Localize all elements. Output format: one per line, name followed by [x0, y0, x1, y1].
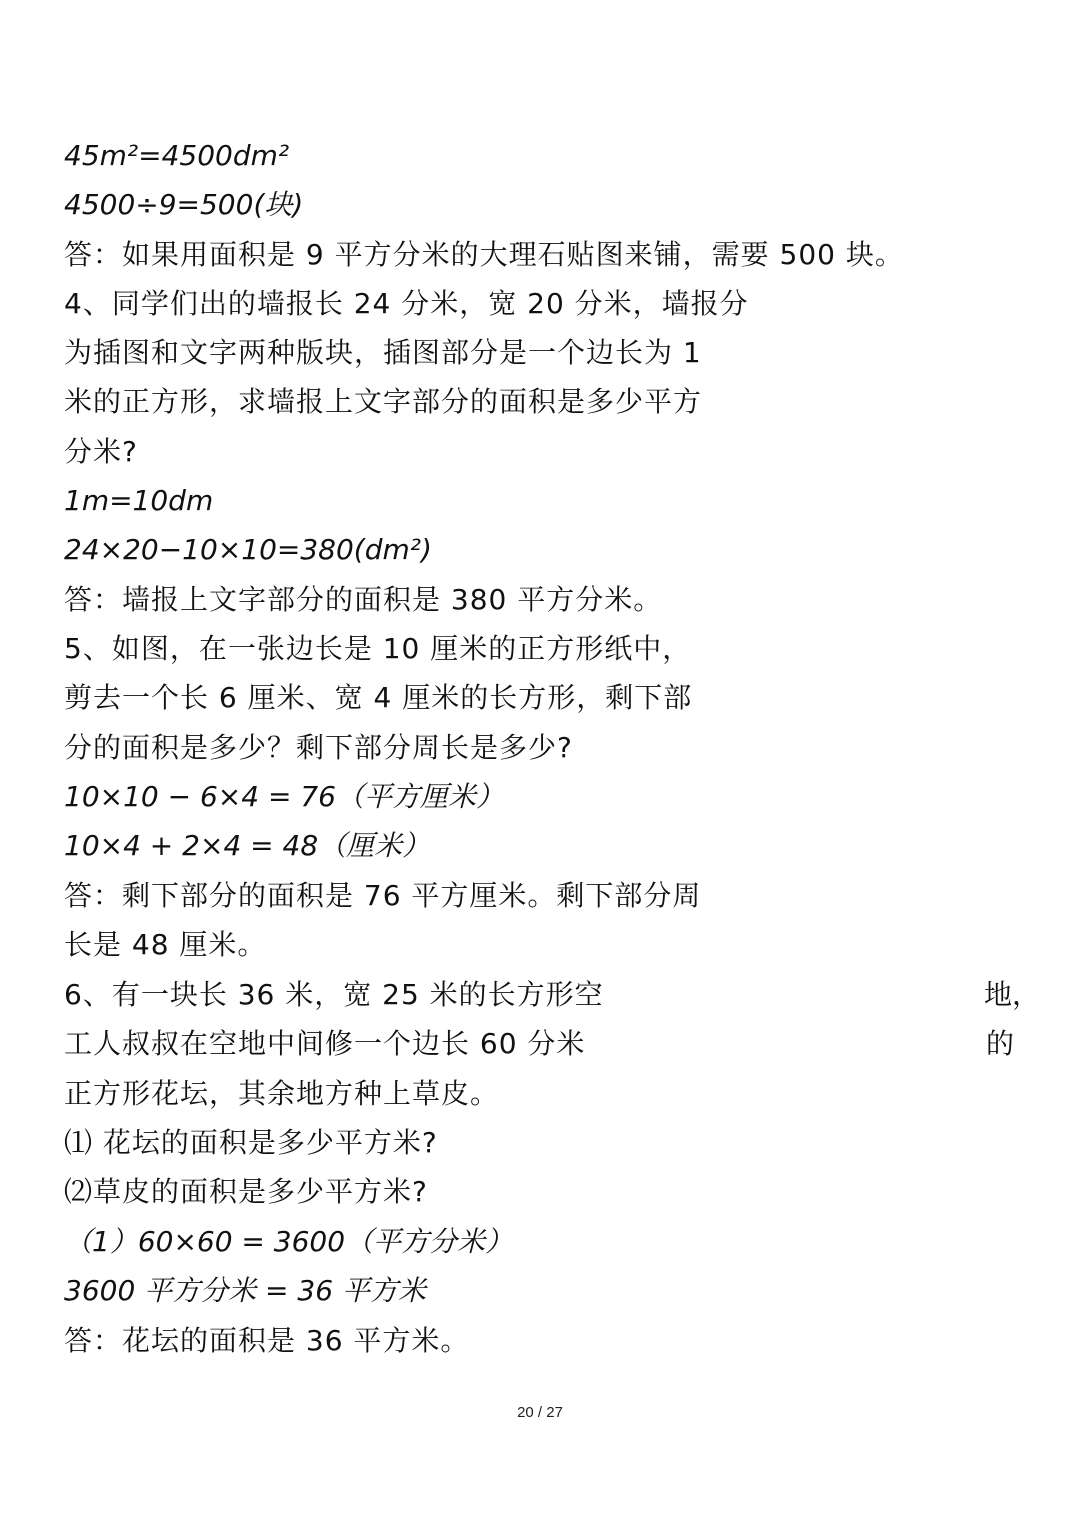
calc-line: （1）60×60 = 3600（平方分米） [64, 1225, 514, 1258]
calc-line: 4500÷9=500(块) [64, 188, 304, 221]
sub-question: ⑵草皮的面积是多少平方米? [64, 1175, 428, 1208]
answer-line: 答：花坛的面积是 36 平方米。 [64, 1324, 470, 1357]
problem-5-text: 分的面积是多少？剩下部分周长是多少? [64, 731, 573, 764]
problem-6-text-tail: 的 [986, 1027, 1015, 1060]
problem-4-text: 米的正方形，求墙报上文字部分的面积是多少平方 [64, 385, 703, 418]
problem-4-text: 分米? [64, 435, 138, 468]
calc-line: 10×4 + 2×4 = 48（厘米） [64, 829, 431, 862]
calc-line: 45m²=4500dm² [64, 139, 290, 172]
sub-question: ⑴ 花坛的面积是多少平方米? [64, 1126, 438, 1159]
answer-line: 答：剩下部分的面积是 76 平方厘米。剩下部分周 [64, 879, 702, 912]
page-number: 20 / 27 [517, 1404, 563, 1421]
problem-4-text: 为插图和文字两种版块，插图部分是一个边长为 1 [64, 336, 702, 369]
problem-6-text-tail: 地， [984, 978, 1041, 1011]
problem-5-text: 剪去一个长 6 厘米、宽 4 厘米的长方形，剩下部 [64, 681, 693, 714]
problem-4-text: 4、同学们出的墙报长 24 分米，宽 20 分米，墙报分 [64, 287, 749, 320]
problem-6-text: 正方形花坛，其余地方种上草皮。 [64, 1077, 500, 1110]
calc-line: 24×20−10×10=380(dm²) [64, 533, 432, 566]
problem-6-text: 工人叔叔在空地中间修一个边长 60 分米 [64, 1027, 586, 1060]
calc-line: 3600 平方分米 = 36 平方米 [64, 1274, 426, 1307]
answer-line: 答：如果用面积是 9 平方分米的大理石贴图来铺，需要 500 块。 [64, 238, 904, 271]
calc-line: 1m=10dm [64, 484, 214, 517]
answer-line: 答：墙报上文字部分的面积是 380 平方分米。 [64, 583, 663, 616]
problem-6-text: 6、有一块长 36 米，宽 25 米的长方形空 [64, 978, 604, 1011]
calc-line: 10×10 − 6×4 = 76（平方厘米） [64, 780, 504, 813]
answer-line: 长是 48 厘米。 [64, 928, 267, 961]
problem-5-text: 5、如图，在一张边长是 10 厘米的正方形纸中， [64, 632, 692, 665]
